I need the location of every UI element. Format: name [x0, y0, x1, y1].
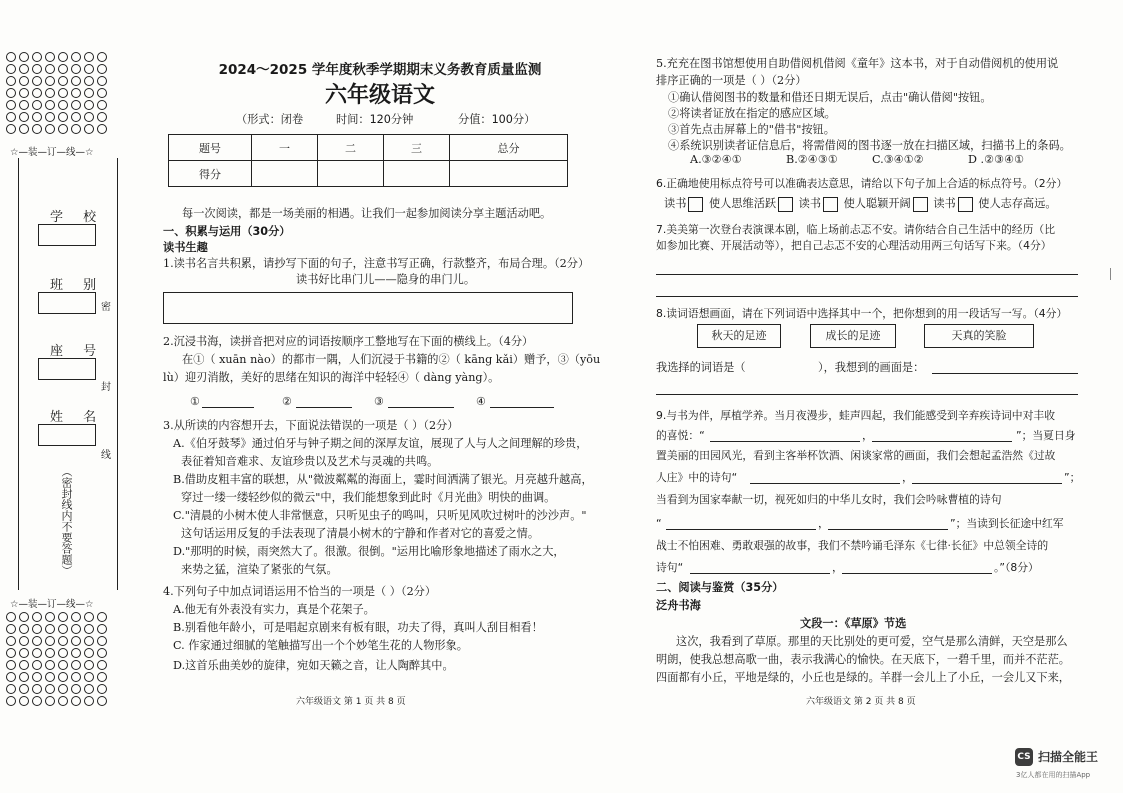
decor-ring — [71, 696, 81, 706]
decor-ring — [19, 624, 29, 634]
decor-ring — [32, 660, 42, 670]
decor-ring — [32, 64, 42, 74]
name-field[interactable] — [38, 424, 96, 446]
seal-char-xian: 线 — [101, 450, 111, 461]
decor-ring — [97, 100, 107, 110]
school-field[interactable] — [38, 224, 96, 246]
score-table-header: 题号 — [169, 135, 252, 161]
q6-part: 使人思维活跃 — [708, 197, 777, 210]
question-5-cont: 排序正确的一项是（ ）（2分） — [656, 74, 807, 87]
q2-blank-label: ② — [282, 395, 293, 408]
decor-ring — [84, 696, 94, 706]
decor-ring — [84, 52, 94, 62]
decor-ring — [71, 112, 81, 122]
decor-ring — [97, 624, 107, 634]
q9-comma: ， — [818, 517, 830, 530]
punct-box-4[interactable] — [913, 197, 928, 212]
q9-blank-6[interactable] — [828, 516, 948, 530]
decor-ring — [19, 684, 29, 694]
decor-ring — [19, 612, 29, 622]
decor-ring — [6, 76, 16, 86]
decor-ring — [6, 684, 16, 694]
seal-char-feng: 封 — [101, 382, 111, 393]
decor-ring — [84, 624, 94, 634]
decor-ring — [58, 112, 68, 122]
decor-ring — [6, 612, 16, 622]
question-6: 6.正确地使用标点符号可以准确表达意思，请给以下句子加上合适的标点符号。（2分） — [656, 177, 1068, 190]
decor-ring — [6, 672, 16, 682]
decor-ring — [32, 636, 42, 646]
decor-ring — [6, 660, 16, 670]
cut-line-label-bottom: ☆—装—订—线—☆ — [10, 599, 94, 610]
q9-comma: ， — [832, 561, 844, 574]
decor-ring — [71, 612, 81, 622]
scanner-logo-icon: CS — [1015, 748, 1033, 766]
subsection-heading: 读书生趣 — [163, 241, 208, 254]
decor-ring — [97, 636, 107, 646]
score-table-score-row — [169, 161, 568, 187]
decor-ring — [97, 76, 107, 86]
decor-ring — [19, 88, 29, 98]
decor-ring — [6, 100, 16, 110]
q8-choose-label: 我选择的词语是（ — [656, 361, 746, 374]
decor-ring — [71, 64, 81, 74]
q9-line-3-suffix: ”； — [1064, 471, 1081, 484]
q5-option-d: D .②③④① — [968, 153, 1025, 166]
q9-blank-7[interactable] — [690, 560, 830, 574]
q3-option-a: A.《伯牙鼓琴》通过伯牙与钟子期之间的深厚友谊，展现了人与人之间理解的珍贵， — [173, 437, 588, 450]
decor-ring — [71, 124, 81, 134]
q6-part: 使人志存高远。 — [978, 197, 1057, 210]
decor-ring — [71, 636, 81, 646]
score-table — [168, 134, 568, 187]
strip-border-left — [18, 158, 19, 590]
decor-ring — [58, 624, 68, 634]
q3-option-d: D."那明的时候，雨突然大了。很激。很倒。"运用比喻形象地描述了雨水之大， — [173, 545, 565, 558]
decor-ring — [45, 76, 55, 86]
decor-dots-bottom — [6, 612, 118, 702]
decor-ring — [97, 648, 107, 658]
decor-ring — [58, 660, 68, 670]
decor-ring — [97, 112, 107, 122]
decor-ring — [19, 112, 29, 122]
decor-ring — [84, 64, 94, 74]
q9-blank-1[interactable] — [710, 428, 860, 442]
decor-ring — [19, 660, 29, 670]
section-2-heading: 二、阅读与鉴赏（35分） — [656, 581, 784, 594]
decor-ring — [32, 684, 42, 694]
section-1-heading: 一、积累与运用（30分） — [163, 225, 291, 238]
q5-step-3: ③首先点击屏幕上的"借书"按钮。 — [668, 123, 835, 136]
decor-ring — [84, 100, 94, 110]
q9-blank-3[interactable] — [750, 470, 900, 484]
q8-then-label: ），我想到的画面是： — [818, 361, 925, 374]
decor-ring — [6, 636, 16, 646]
decor-ring — [97, 684, 107, 694]
q9-blank-8[interactable] — [842, 560, 992, 574]
decor-ring — [58, 52, 68, 62]
decor-ring — [45, 660, 55, 670]
decor-ring — [58, 76, 68, 86]
exam-form: （形式：闭卷 — [236, 113, 304, 126]
decor-ring — [84, 660, 94, 670]
question-4: 4.下列句子中加点词语运用不恰当的一项是（ ）（2分） — [163, 585, 437, 598]
q9-blank-2[interactable] — [872, 428, 1012, 442]
q9-line-5-prefix: “ — [656, 517, 662, 530]
decor-ring — [45, 612, 55, 622]
decor-ring — [97, 672, 107, 682]
decor-ring — [58, 88, 68, 98]
decor-ring — [6, 696, 16, 706]
q3-option-c-cont: 这句话运用反复的手法表现了清晨小树木的宁静和作者对它的喜爱之情。 — [181, 527, 540, 540]
strip-border-right — [117, 158, 118, 590]
exam-subject: 六年级语文 — [324, 83, 435, 108]
q5-option-b: B.②④③① — [786, 153, 838, 166]
decor-ring — [32, 612, 42, 622]
decor-ring — [45, 648, 55, 658]
decor-ring — [6, 88, 16, 98]
score-cell[interactable] — [252, 161, 318, 187]
decor-ring — [84, 88, 94, 98]
q2-blank-label: ④ — [476, 395, 487, 408]
q6-part: 读书 — [798, 197, 822, 210]
score-table-header: 一 — [252, 135, 318, 161]
punct-box-3[interactable] — [823, 197, 838, 212]
decor-ring — [6, 64, 16, 74]
q2-blank-2[interactable] — [296, 394, 352, 408]
q8-word-option[interactable]: 天真的笑脸 — [924, 324, 1034, 348]
q9-line-4: 当看到为国家奉献一切，视死如归的中华儿女时，我们会吟咏曹植的诗句 — [656, 493, 1002, 506]
passage-title: 文段一：《草原》节选 — [800, 617, 907, 630]
decor-ring — [19, 100, 29, 110]
q8-answer-line[interactable] — [656, 394, 1078, 395]
question-1-quote: 读书好比串门儿——隐身的串门儿。 — [296, 273, 476, 286]
question-3: 3.从所读的内容想开去，下面说法错误的一项是（ ）（2分） — [163, 419, 459, 432]
q2-blank-3[interactable] — [388, 394, 454, 408]
decor-ring — [97, 660, 107, 670]
q6-sentence — [664, 196, 1057, 212]
no-answer-warning: （密封线内不要答题） — [60, 466, 73, 576]
q6-part: 使人聪颖开阔 — [843, 197, 911, 210]
decor-ring — [45, 672, 55, 682]
q9-blank-4[interactable] — [912, 470, 1062, 484]
decor-ring — [19, 124, 29, 134]
score-row-label: 得分 — [169, 161, 252, 187]
q8-word-option[interactable]: 成长的足迹 — [810, 324, 896, 348]
decor-ring — [84, 124, 94, 134]
q4-option-a: A.他无有外表没有实力，真是个花架子。 — [173, 603, 375, 616]
question-9: 9.与书为伴，厚植学养。当月夜漫步，蛙声四起，我们能感受到辛弃疾诗词中对丰收 — [656, 409, 1055, 422]
decor-ring — [19, 76, 29, 86]
seat-label: 座 号 — [50, 344, 105, 359]
q7-answer-line-2[interactable] — [656, 296, 1078, 297]
intro-text: 每一次阅读，都是一场美丽的相遇。让我们一起参加阅读分享主题活动吧。 — [182, 207, 552, 220]
q9-line-1-prefix: 的喜悦：“ — [656, 429, 705, 442]
decor-ring — [45, 124, 55, 134]
decor-ring — [6, 124, 16, 134]
q6-part: 读书 — [933, 197, 956, 210]
decor-ring — [71, 684, 81, 694]
subsection-2-heading: 泛舟书海 — [656, 599, 701, 612]
q7-answer-line-1[interactable] — [656, 274, 1078, 275]
q1-answer-box[interactable] — [163, 292, 573, 324]
decor-ring — [32, 624, 42, 634]
decor-ring — [71, 660, 81, 670]
q9-line-3-prefix: 人庄》中的诗句“ — [656, 471, 738, 484]
decor-ring — [32, 88, 42, 98]
q5-step-2: ②将读者证放在指定的感应区域。 — [668, 107, 836, 120]
q3-option-d-cont: 来势之猛，渲染了紧张的气氛。 — [181, 563, 338, 576]
score-cell[interactable] — [384, 161, 450, 187]
decor-ring — [19, 648, 29, 658]
q9-comma: ， — [862, 429, 874, 442]
q3-option-a-cont: 表征着知音难求、友谊珍贵以及艺术与灵魂的共鸣。 — [181, 455, 439, 468]
decor-ring — [19, 636, 29, 646]
decor-ring — [45, 52, 55, 62]
score-table-header: 总分 — [450, 135, 568, 161]
question-1: 1.读书名言共积累，请抄写下面的句子，注意书写正确，行款整齐，布局合理。（2分） — [163, 257, 590, 270]
decor-ring — [97, 64, 107, 74]
q3-option-b-cont: 穿过一缕一缕轻纱似的微云"中，我们能想象到此时《月光曲》明快的曲调。 — [181, 491, 556, 504]
seat-field[interactable] — [38, 358, 96, 380]
q2-blank-label: ③ — [374, 395, 385, 408]
decor-ring — [71, 100, 81, 110]
decor-ring — [71, 52, 81, 62]
punct-box-2[interactable] — [778, 197, 793, 212]
question-7-cont: 如参加比赛、开展活动等），把自己忐忑不安的心理活动用两三句话写下来。（4分） — [656, 239, 1052, 252]
q8-answer-line-inline[interactable] — [932, 360, 1078, 374]
q3-option-c: C."清晨的小树木使人非常惬意，只听见虫子的鸣叫，只听见风吹过树叶的沙沙声。" — [173, 509, 587, 522]
q2-blank-label: ① — [190, 395, 201, 408]
q4-option-b: B.别看他年龄小，可是唱起京剧来有板有眼，功夫了得，真叫人刮目相看！ — [173, 621, 543, 634]
decor-ring — [45, 88, 55, 98]
q5-option-c: C.③④①② — [872, 153, 924, 166]
decor-ring — [71, 624, 81, 634]
decor-dots-top — [6, 52, 118, 132]
decor-ring — [19, 696, 29, 706]
q8-word-option[interactable]: 秋天的足迹 — [697, 324, 781, 348]
decor-ring — [19, 672, 29, 682]
scanner-slogan: 3亿人都在用的扫描App — [1016, 771, 1091, 779]
decor-ring — [84, 612, 94, 622]
decor-ring — [84, 672, 94, 682]
decor-ring — [58, 672, 68, 682]
decor-ring — [58, 100, 68, 110]
decor-ring — [6, 624, 16, 634]
decor-ring — [32, 696, 42, 706]
decor-ring — [45, 636, 55, 646]
decor-ring — [45, 624, 55, 634]
decor-ring — [58, 696, 68, 706]
q4-option-d: D.这首乐曲美妙的旋律，宛如天籁之音，让人陶醉其中。 — [173, 659, 454, 672]
decor-ring — [6, 112, 16, 122]
q2-blank-4[interactable] — [490, 394, 554, 408]
decor-ring — [58, 648, 68, 658]
decor-ring — [84, 76, 94, 86]
decor-ring — [45, 100, 55, 110]
punct-box-1[interactable] — [688, 197, 703, 212]
decor-ring — [32, 648, 42, 658]
q9-line-2: 置美丽的田园风光，看到主客举杯饮酒、闲谈家常的画面，我们会想起孟浩然《过故 — [656, 449, 1056, 462]
q9-line-7-prefix: 诗句“ — [656, 561, 684, 574]
page-footer-left: 六年级语文 第 1 页 共 8 页 — [296, 697, 406, 707]
decor-ring — [84, 648, 94, 658]
question-7: 7.美美第一次登台表演课本剧，临上场前忐忑不安。请你结合自己生活中的经历（比 — [656, 223, 1055, 236]
decor-ring — [19, 52, 29, 62]
class-label: 班 别 — [50, 278, 105, 293]
decor-ring — [32, 112, 42, 122]
score-table-header-row — [169, 135, 568, 161]
exam-score: 分值：100分） — [458, 113, 536, 126]
decor-ring — [58, 612, 68, 622]
decor-ring — [84, 112, 94, 122]
decor-ring — [58, 636, 68, 646]
decor-ring — [58, 124, 68, 134]
page-footer-right: 六年级语文 第 2 页 共 8 页 — [806, 697, 916, 707]
seal-char-mi: 密 — [101, 302, 111, 313]
q3-option-b: B.借助皮粗丰富的联想，从"微波粼粼的海面上，霎时间洒满了银光。月亮越升越高， — [173, 473, 593, 486]
decor-ring — [6, 52, 16, 62]
question-8: 8.读词语想画面，请在下列词语中选择其中一个，把你想到的用一段话写一写。（4分） — [656, 307, 1068, 320]
score-cell[interactable] — [450, 161, 568, 187]
decor-ring — [71, 648, 81, 658]
passage-line-3: 四面都有小丘，平地是绿的，小丘也是绿的。羊群一会儿上了小丘，一会儿又下来， — [656, 671, 1070, 684]
decor-ring — [32, 76, 42, 86]
question-2-line-1: 在①（ xuān nào）的都市一隅，人们沉浸于书籍的②（ kāng kǎi）赠予，③（yōu — [182, 353, 601, 366]
q4-option-c: C. 作家通过细腻的笔触描写出一个个妙笔生花的人物形象。 — [173, 639, 468, 652]
q5-option-a: A.③②④① — [690, 153, 742, 166]
q5-step-1: ①确认借阅图书的数量和借还日期无误后，点击"确认借阅"按钮。 — [668, 91, 992, 104]
decor-ring — [45, 684, 55, 694]
exam-time: 时间：120分钟 — [336, 113, 414, 126]
cut-line-label-top: ☆—装—订—线—☆ — [10, 147, 94, 158]
q9-comma: ， — [902, 471, 914, 484]
q9-line-1-suffix: ”；当夏日身 — [1016, 429, 1076, 442]
decor-ring — [32, 672, 42, 682]
decor-ring — [32, 100, 42, 110]
decor-ring — [45, 696, 55, 706]
decor-ring — [32, 124, 42, 134]
decor-ring — [58, 684, 68, 694]
decor-ring — [71, 672, 81, 682]
decor-ring — [6, 648, 16, 658]
q2-blank-1[interactable] — [202, 394, 254, 408]
scanner-app-name: 扫描全能王 — [1038, 750, 1099, 764]
decor-ring — [45, 112, 55, 122]
class-field[interactable] — [38, 292, 96, 314]
score-table-header: 三 — [384, 135, 450, 161]
q9-line-6: 战士不怕困难、勇敢艰强的故事，我们不禁吟诵毛泽东《七律·长征》中总领全诗的 — [656, 539, 1049, 552]
punct-box-5[interactable] — [958, 197, 973, 212]
passage-line-2: 明朗，使我总想高歌一曲，表示我满心的愉快。在天底下，一碧千里，而并不茫茫。 — [656, 653, 1070, 666]
q6-part: 读书 — [664, 197, 687, 210]
decor-ring — [97, 52, 107, 62]
decor-ring — [32, 52, 42, 62]
decor-ring — [84, 684, 94, 694]
passage-line-1: 这次，我看到了草原。那里的天比别处的更可爱，空气是那么清鲜，天空是那么 — [676, 635, 1068, 648]
school-label: 学 校 — [50, 210, 105, 225]
decor-ring — [71, 76, 81, 86]
exam-title: 2024～2025 学年度秋季学期期末义务教育质量监测 — [218, 62, 542, 78]
decor-ring — [84, 636, 94, 646]
q9-blank-5[interactable] — [666, 516, 816, 530]
score-cell[interactable] — [318, 161, 384, 187]
question-2-line-2: lù）迎刃消散，美好的思绪在知识的海洋中轻轻④（ dàng yàng）。 — [163, 371, 500, 384]
decor-ring — [97, 88, 107, 98]
q5-step-4: ④系统识别读者证信息后，将需借阅的图书逐一放在扫描区域，扫描书上的条码。 — [668, 139, 1071, 152]
decor-ring — [58, 64, 68, 74]
decor-ring — [97, 612, 107, 622]
question-5: 5.充充在图书馆想使用自助借阅机借阅《童年》这本书，对于自动借阅机的使用说 — [656, 57, 1059, 70]
decor-ring — [19, 64, 29, 74]
name-label: 姓 名 — [50, 410, 105, 425]
decor-ring — [71, 88, 81, 98]
decor-ring — [45, 64, 55, 74]
score-table-header: 二 — [318, 135, 384, 161]
q9-line-7-suffix: 。”（8分） — [994, 561, 1039, 574]
question-2: 2.沉浸书海，读拼音把对应的词语按顺序工整地写在下面的横线上。（4分） — [163, 335, 534, 348]
decor-ring — [97, 124, 107, 134]
decor-ring — [97, 696, 107, 706]
scan-mark — [1110, 268, 1111, 280]
q9-line-5-suffix: ”；当读到长征途中红军 — [950, 517, 1064, 530]
